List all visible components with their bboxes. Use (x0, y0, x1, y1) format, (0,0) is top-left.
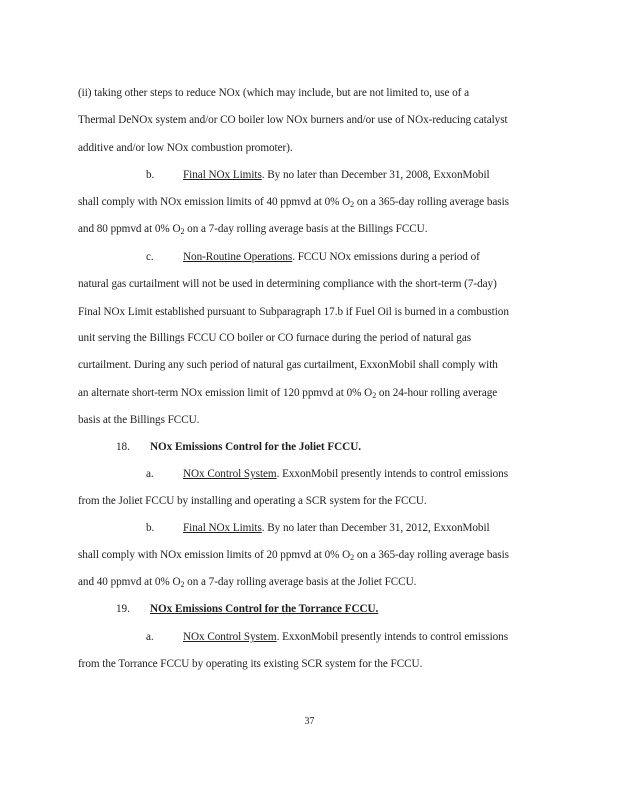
text-line: (ii) taking other steps to reduce NOx (which may include, but are not limited to, use of a (78, 87, 469, 99)
paragraph-17c-line (78, 250, 548, 264)
text-run: and 80 ppmvd at 0% O (78, 223, 181, 235)
subparagraph-heading: Non-Routine Operations (183, 251, 293, 263)
text-line: from the Joliet FCCU by installing and operating a SCR system for the FCCU. (78, 495, 427, 507)
subscript: 2 (180, 580, 185, 589)
paragraph-18-heading (78, 440, 548, 454)
subparagraph-label: a. (146, 631, 154, 643)
text-line (78, 386, 548, 400)
text-line: curtailment. During any such period of natural gas curtailment, ExxonMobil shall comply with (78, 359, 498, 371)
subparagraph-label: c. (146, 251, 154, 263)
subparagraph-label: a. (146, 468, 154, 480)
text-line: Thermal DeNOx system and/or CO boiler low NOx burners and/or use of NOx-reducing catalyst (78, 114, 508, 126)
text-run: on a 7-day rolling average basis at the Billings FCCU. (184, 223, 428, 235)
subscript: 2 (350, 200, 355, 209)
text-line: additive and/or low NOx combustion promoter). (78, 142, 293, 154)
text-run: on a 365-day rolling average basis (354, 196, 509, 208)
subparagraph-heading: Final NOx Limits (183, 169, 262, 181)
text-run: and 40 ppmvd at 0% O (78, 576, 181, 588)
subparagraph-heading: NOx Control System (183, 631, 277, 643)
subparagraph-heading: NOx Control System (183, 468, 277, 480)
text-line: unit serving the Billings FCCU CO boiler or CO furnace during the period of natural gas (78, 332, 472, 344)
subscript: 2 (180, 227, 185, 236)
text-run: . ExxonMobil presently intends to control emissions (276, 631, 509, 643)
text-run: shall comply with NOx emission limits of 20 ppmvd at 0% O (78, 549, 351, 561)
text-line: from the Torrance FCCU by operating its existing SCR system for the FCCU. (78, 658, 423, 670)
text-run: on a 7-day rolling average basis at the Joliet FCCU. (184, 576, 417, 588)
text-line (78, 548, 548, 562)
paragraph-number: 18. (116, 441, 130, 453)
text-line (78, 575, 548, 589)
subscript: 2 (350, 553, 355, 562)
text-line: Final NOx Limit established pursuant to Subparagraph 17.b if Fuel Oil is burned in a combustion (78, 306, 509, 318)
text-run: an alternate short-term NOx emission limit of 120 ppmvd at 0% O (78, 387, 373, 399)
text-line: natural gas curtailment will not be used in determining compliance with the short-term (7-day) (78, 278, 497, 290)
paragraph-18a-line (78, 467, 548, 481)
text-run: on a 365-day rolling average basis (354, 549, 509, 561)
paragraph-18b-line (78, 521, 548, 535)
text-run: on 24-hour rolling average (376, 387, 498, 399)
text-line (78, 222, 548, 236)
paragraph-19a-line (78, 630, 548, 644)
page-number: 37 (304, 716, 315, 727)
paragraph-heading: NOx Emissions Control for the Joliet FCCU. (150, 441, 361, 453)
text-run: shall comply with NOx emission limits of 40 ppmvd at 0% O (78, 196, 351, 208)
text-line (78, 195, 548, 209)
paragraph-17b-line (78, 168, 548, 182)
text-line: basis at the Billings FCCU. (78, 414, 200, 426)
text-run: . By no later than December 31, 2012, ExxonMobil (261, 522, 490, 534)
paragraph-heading: NOx Emissions Control for the Torrance FCCU. (150, 603, 379, 615)
subparagraph-label: b. (146, 522, 155, 534)
text-run: . FCCU NOx emissions during a period of (292, 251, 480, 263)
text-run: . ExxonMobil presently intends to control emissions (276, 468, 509, 480)
subscript: 2 (372, 391, 377, 400)
paragraph-number: 19. (116, 603, 130, 615)
paragraph-19-heading (78, 602, 548, 616)
text-run: . By no later than December 31, 2008, ExxonMobil (261, 169, 490, 181)
subparagraph-heading: Final NOx Limits (183, 522, 262, 534)
subparagraph-label: b. (146, 169, 155, 181)
